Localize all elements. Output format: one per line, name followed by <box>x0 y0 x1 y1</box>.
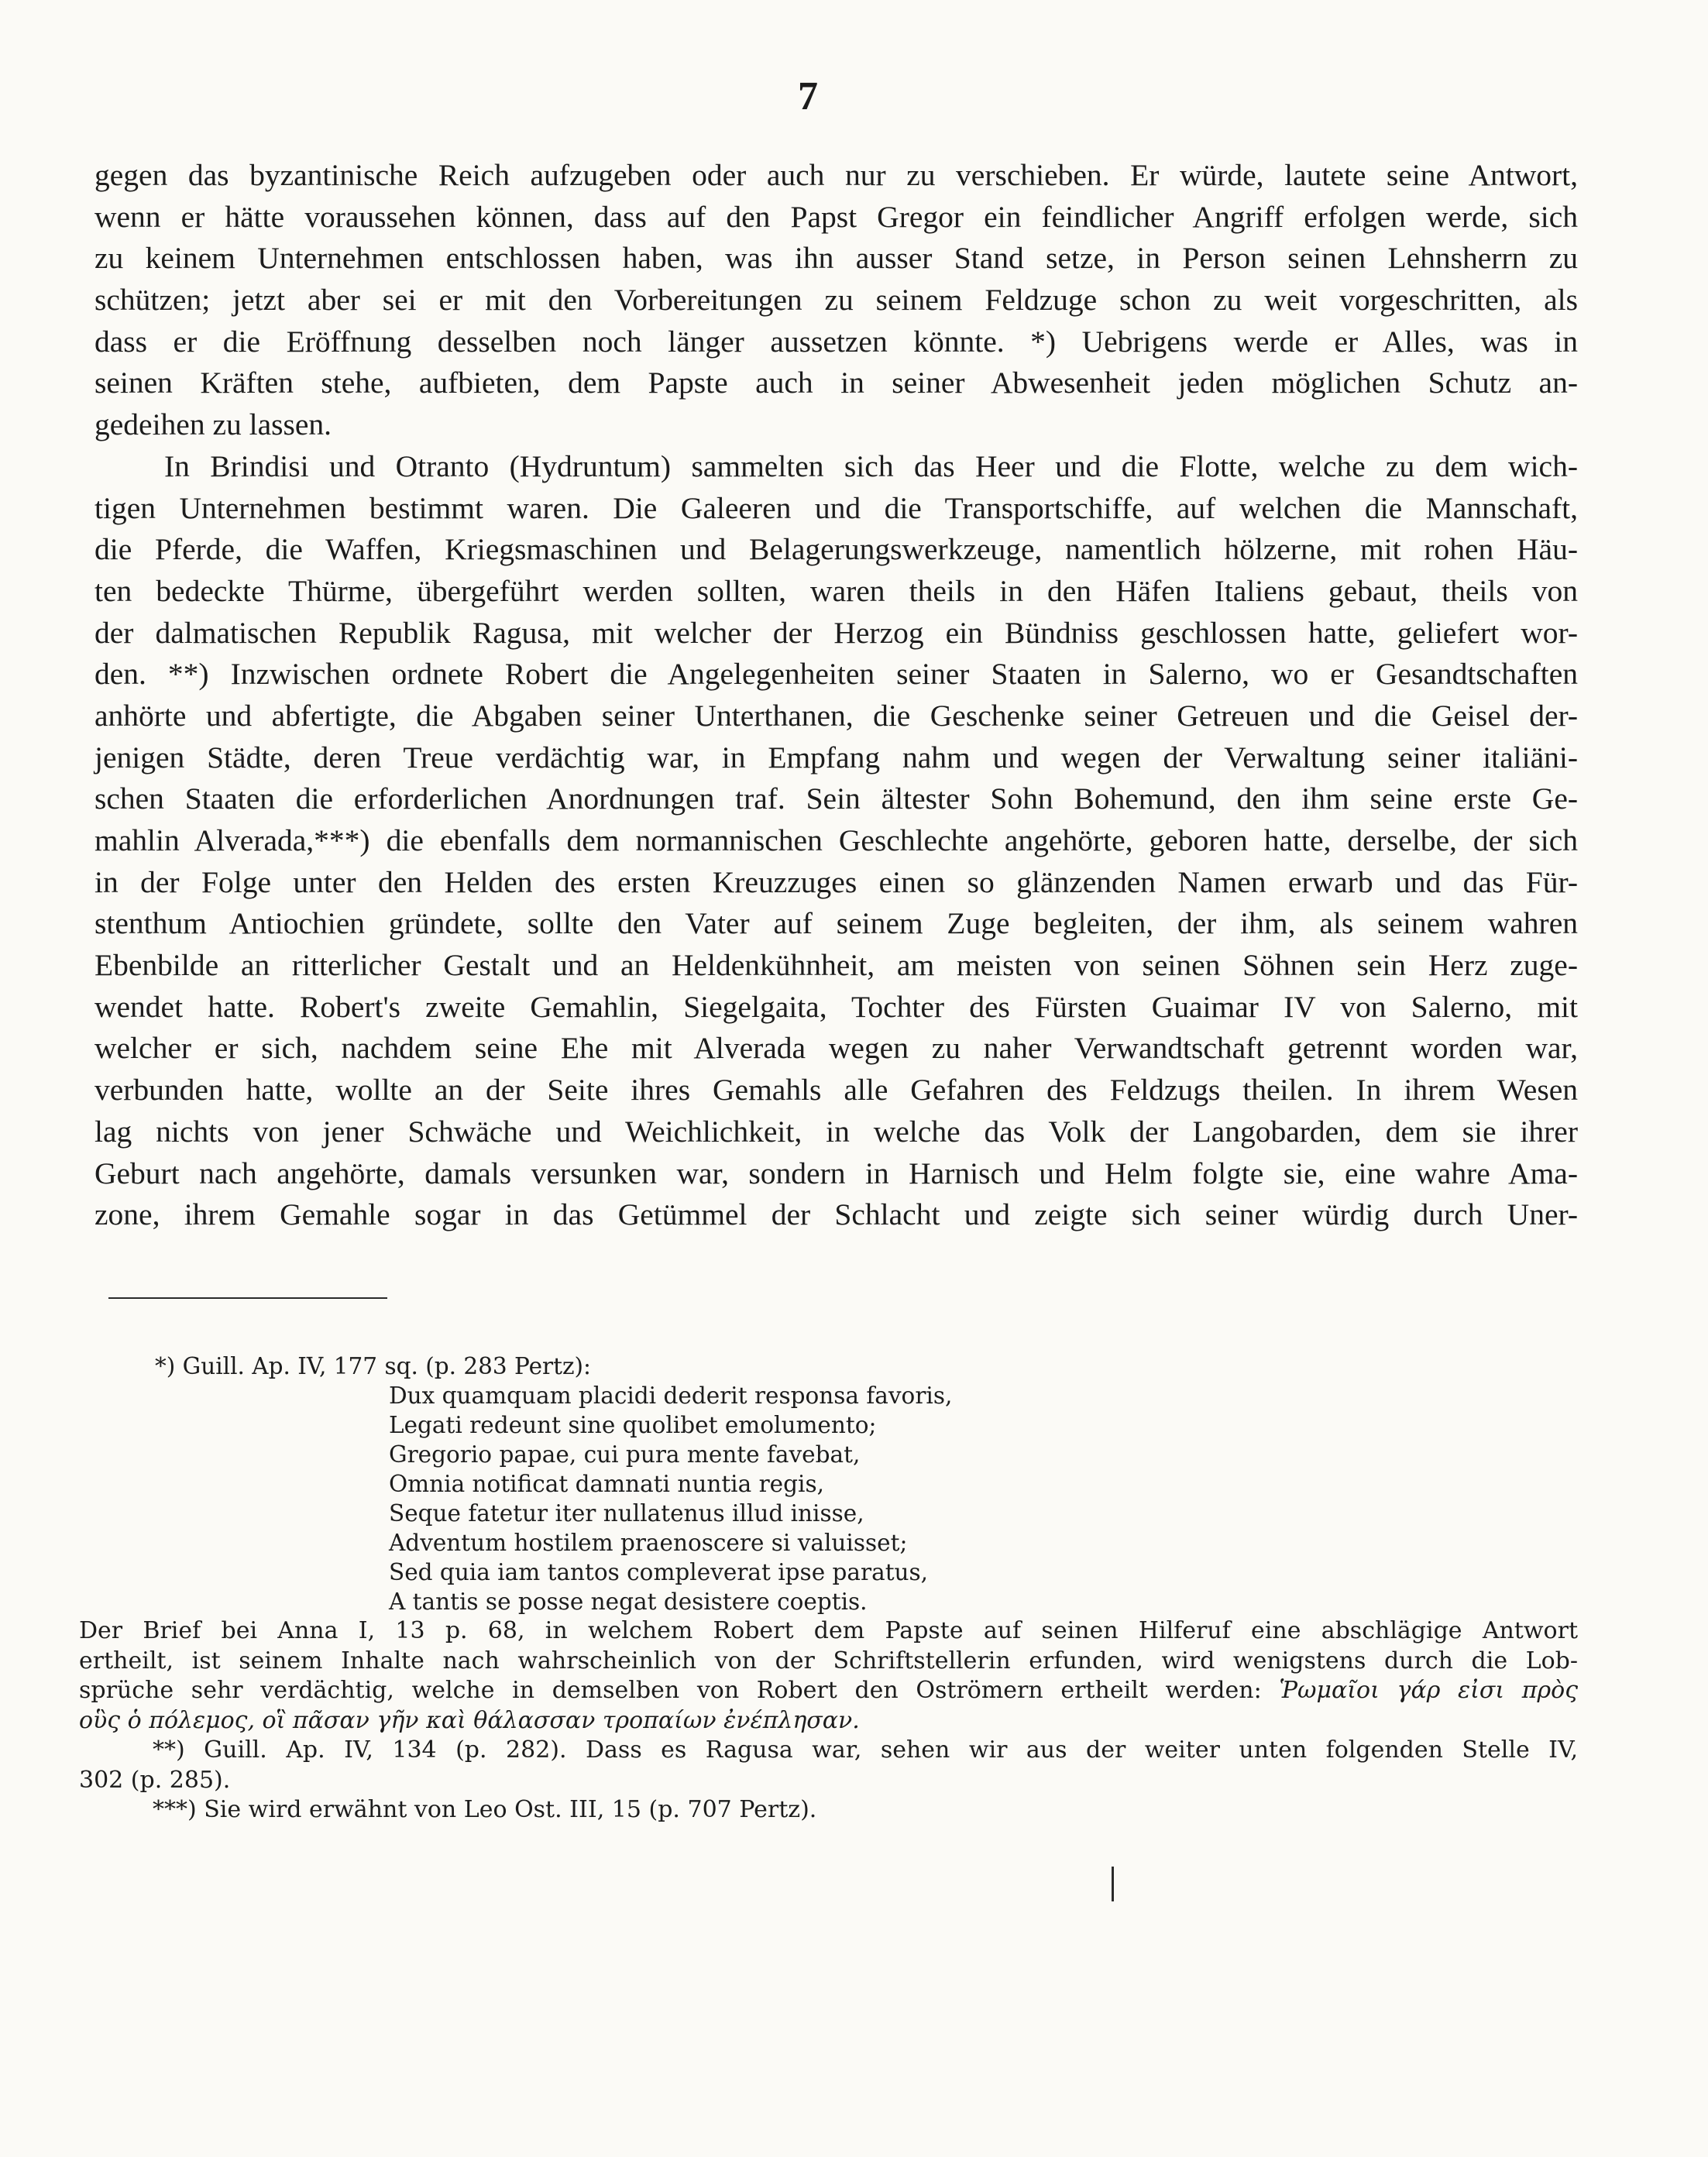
text-line: gegen das byzantinische Reich aufzugeben oder auch nur zu verschieben. Er würde, lautete seine Antwort, <box>95 158 1578 192</box>
text-line: In Brindisi und Otranto (Hydruntum) sammelten sich das Heer und die Flotte, welche zu dem wich- <box>164 448 1578 483</box>
text-line: wenn er hätte voraussehen können, dass auf den Papst Gregor ein feindlicher Angriff erfolgen werde, sich <box>95 199 1578 234</box>
footnote-line: ertheilt, ist seinem Inhalte nach wahrscheinlich von der Schriftstellerin erfunden, wird wenigstens durch die Lob- <box>79 1647 1578 1674</box>
verse-line: Adventum hostilem praenoscere si valuisset; <box>389 1530 908 1557</box>
verse-line: Gregorio papae, cui pura mente favebat, <box>389 1441 861 1468</box>
text-line: wendet hatte. Robert's zweite Gemahlin, Siegelgaita, Tochter des Fürsten Guaimar IV von Salerno, mit <box>95 989 1578 1024</box>
verse-line: Seque fatetur iter nullatenus illud inisse, <box>389 1500 864 1527</box>
margin-mark <box>1112 1867 1114 1901</box>
text-line: der dalmatischen Republik Ragusa, mit welcher der Herzog ein Bündniss geschlossen hatte, geliefert wor- <box>95 615 1578 650</box>
text-line: zone, ihrem Gemahle sogar in das Getümmel der Schlacht und zeigte sich seiner würdig durch Uner- <box>95 1197 1578 1232</box>
text-line: den. **) Inzwischen ordnete Robert die Angelegenheiten seiner Staaten in Salerno, wo er Gesandtschaften <box>95 657 1578 692</box>
text-line: welcher er sich, nachdem seine Ehe mit Alverada wegen zu naher Verwandtschaft getrennt worden war, <box>95 1031 1578 1066</box>
verse-line: Omnia notificat damnati nuntia regis, <box>389 1471 824 1498</box>
text-line: in der Folge unter den Helden des ersten Kreuzzuges einen so glänzenden Namen erwarb und das Für- <box>95 864 1578 899</box>
footnote-line <box>79 1676 1578 1706</box>
text-line: Ebenbilde an ritterlicher Gestalt und an Heldenkühnheit, am meisten von seinen Söhnen sein Herz zuge- <box>95 948 1578 983</box>
verse-line: Legati redeunt sine quolibet emolumento; <box>389 1412 877 1439</box>
text-line: gedeihen zu lassen. <box>95 407 332 442</box>
text-line: schützen; jetzt aber sei er mit den Vorbereitungen zu seinem Feldzuge schon zu weit vorgeschritten, als <box>95 283 1578 318</box>
footnote-1-heading: *) Guill. Ap. IV, 177 sq. (p. 283 Pertz): <box>155 1353 591 1379</box>
text-line: lag nichts von jener Schwäche und Weichlichkeit, in welche das Volk der Langobarden, dem sie ihrer <box>95 1114 1578 1149</box>
footnote-line-text: sprüche sehr verdächtig, welche in demselben von Robert den Oströmern ertheilt werden: <box>79 1677 1262 1705</box>
text-line: verbunden hatte, wollte an der Seite ihres Gemahls alle Gefahren des Feldzugs theilen. In ihrem Wesen <box>95 1073 1578 1108</box>
footnote-divider <box>108 1297 387 1299</box>
verse-line: A tantis se posse negat desistere coeptis. <box>389 1589 868 1616</box>
greek-quote-continued: οὓς ὁ πόλεμος, οἳ πᾶσαν γῆν καὶ θάλασσαν τροπαίων ἐνέπλησαν. <box>79 1706 860 1734</box>
verse-line: Dux quamquam placidi dederit responsa favoris, <box>389 1382 953 1410</box>
page-number: 7 <box>798 74 818 118</box>
text-line: schen Staaten die erforderlichen Anordnungen traf. Sein ältester Sohn Bohemund, den ihm seine erste Ge- <box>95 781 1578 816</box>
footnotes <box>79 1352 1578 1826</box>
text-line: die Pferde, die Waffen, Kriegsmaschinen und Belagerungswerkzeuge, namentlich hölzerne, mit rohen Häu- <box>95 532 1578 567</box>
text-line: seinen Kräften stehe, aufbieten, dem Papste auch in seiner Abwesenheit jeden möglichen Schutz an- <box>95 366 1578 400</box>
footnote-3: ***) Sie wird erwähnt von Leo Ost. III, 15 (p. 707 Pertz). <box>153 1796 817 1824</box>
verse-line: Sed quia iam tantos compleverat ipse paratus, <box>389 1559 929 1586</box>
text-line: stenthum Antiochien gründete, sollte den Vater auf seinem Zuge begleiten, der ihm, als seinem wahren <box>95 906 1578 941</box>
footnote-2: **) Guill. Ap. IV, 134 (p. 282). Dass es Ragusa war, sehen wir aus der weiter unten folgenden Stelle IV, <box>153 1736 1578 1764</box>
text-line: jenigen Städte, deren Treue verdächtig war, in Empfang nahm und wegen der Verwaltung seiner italiäni- <box>95 740 1578 775</box>
text-line: zu keinem Unternehmen entschlossen haben, was ihn ausser Stand setze, in Person seinen Lehnsherrn zu <box>95 241 1578 276</box>
text-line: anhörte und abfertigte, die Abgaben seiner Unterthanen, die Geschenke seiner Getreuen und die Geisel der- <box>95 698 1578 733</box>
footnote-2-continued: 302 (p. 285). <box>79 1766 231 1794</box>
main-text <box>95 155 1578 1236</box>
footnote-line: Der Brief bei Anna I, 13 p. 68, in welchem Robert dem Papste auf seinen Hilferuf eine abschlägige Antwort <box>79 1617 1578 1645</box>
text-line: ten bedeckte Thürme, übergeführt werden sollten, waren theils in den Häfen Italiens gebaut, theils von <box>95 573 1578 608</box>
footnote-1-text <box>79 1616 1578 1826</box>
text-line: Geburt nach angehörte, damals versunken war, sondern in Harnisch und Helm folgte sie, eine wahre Ama- <box>95 1156 1578 1190</box>
text-line: tigen Unternehmen bestimmt waren. Die Galeeren und die Transportschiffe, auf welchen die Mannschaft, <box>95 490 1578 525</box>
greek-quote: Ῥωμαῖοι γάρ εἰσι πρὸς <box>1279 1677 1578 1705</box>
text-line: dass er die Eröffnung desselben noch länger aussetzen könnte. *) Uebrigens werde er Alles, was in <box>95 324 1578 359</box>
footnote-1-verse <box>79 1381 1578 1616</box>
text-line: mahlin Alverada,***) die ebenfalls dem normannischen Geschlechte angehörte, geboren hatte, derselbe, der sich <box>95 823 1578 857</box>
